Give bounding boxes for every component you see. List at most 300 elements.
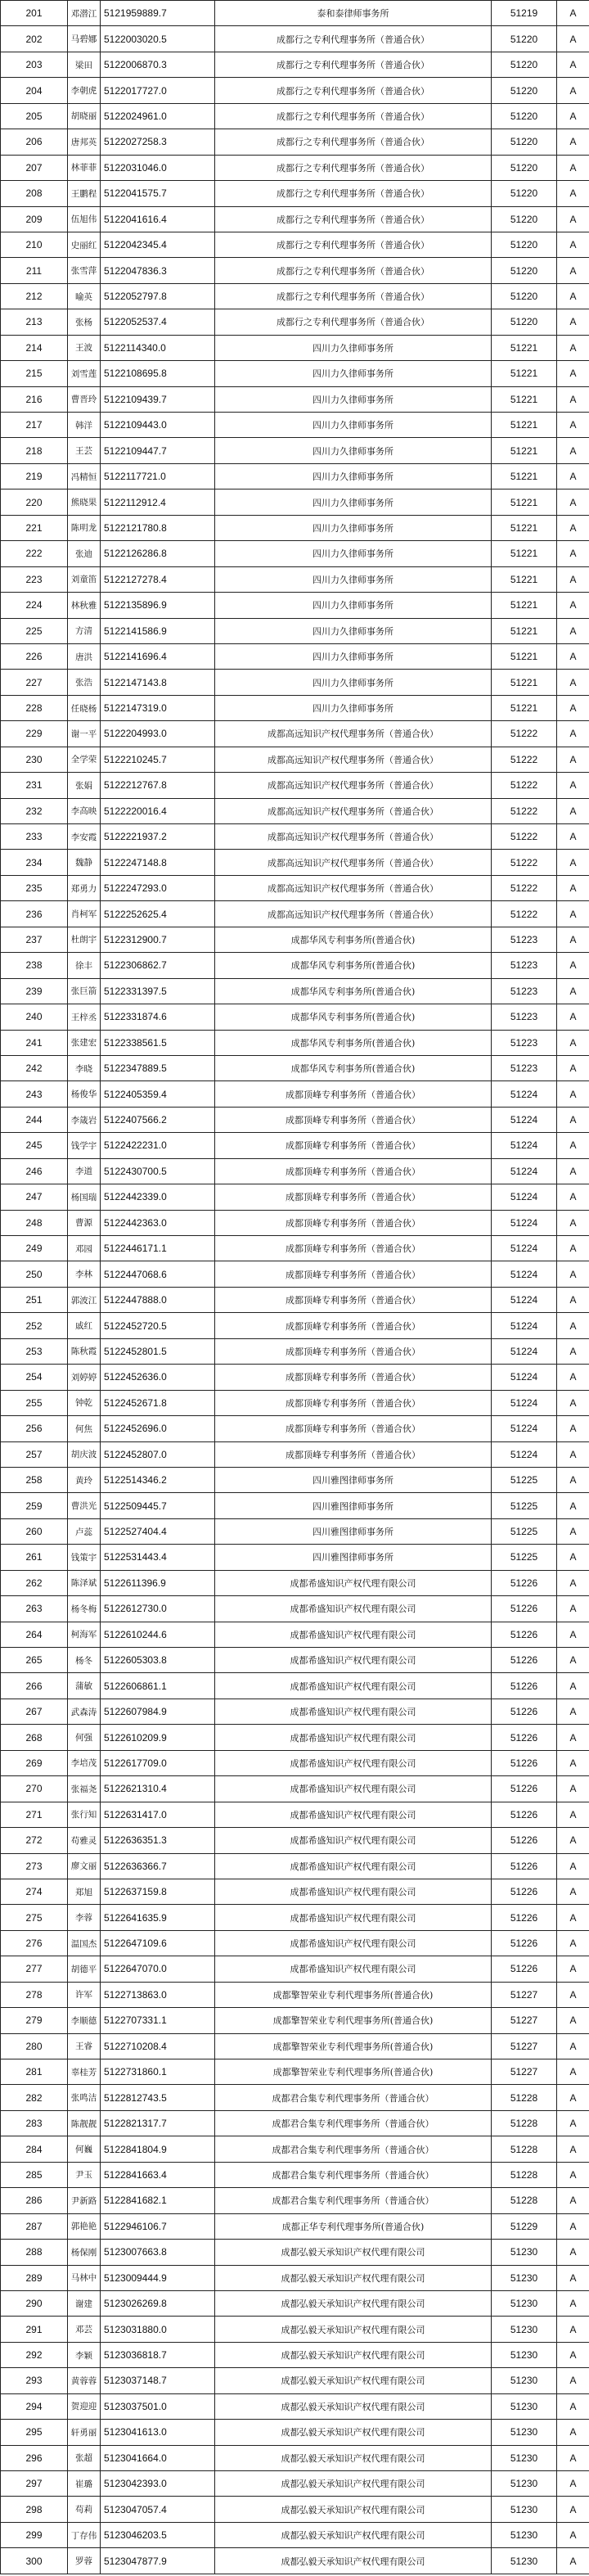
row-number: 244 bbox=[1, 1107, 68, 1132]
person-name: 喻英 bbox=[68, 283, 101, 309]
grade: A bbox=[557, 361, 589, 386]
firm-name: 成都弘毅天承知识产权代理有限公司 bbox=[215, 2240, 492, 2265]
person-name: 刘婷婷 bbox=[68, 1365, 101, 1390]
grade: A bbox=[557, 1493, 589, 1518]
row-number: 247 bbox=[1, 1184, 68, 1210]
person-name: 王睿 bbox=[68, 2033, 101, 2059]
person-name: 伍旭伟 bbox=[68, 206, 101, 232]
grade: A bbox=[557, 206, 589, 232]
person-name: 王波 bbox=[68, 335, 101, 360]
person-name: 李顺德 bbox=[68, 2008, 101, 2033]
row-number: 258 bbox=[1, 1467, 68, 1492]
cert-number: 5122331874.6 bbox=[101, 1004, 215, 1030]
grade: A bbox=[557, 1338, 589, 1364]
firm-name: 四川力久律师事务所 bbox=[215, 489, 492, 515]
cert-number: 5122531443.4 bbox=[101, 1545, 215, 1570]
firm-code: 51221 bbox=[492, 438, 557, 463]
cert-number: 5122347889.5 bbox=[101, 1055, 215, 1080]
cert-number: 5122052797.8 bbox=[101, 283, 215, 309]
firm-name: 成都行之专利代理事务所（普通合伙） bbox=[215, 283, 492, 309]
cert-number: 5122247148.8 bbox=[101, 850, 215, 875]
cert-number: 5122841804.9 bbox=[101, 2136, 215, 2162]
firm-name: 成都行之专利代理事务所（普通合伙） bbox=[215, 206, 492, 232]
firm-name: 成都行之专利代理事务所（普通合伙） bbox=[215, 26, 492, 52]
firm-name: 四川力久律师事务所 bbox=[215, 541, 492, 566]
row-number: 224 bbox=[1, 593, 68, 618]
firm-code: 51222 bbox=[492, 773, 557, 798]
firm-code: 51226 bbox=[492, 1596, 557, 1622]
person-name: 全学荣 bbox=[68, 747, 101, 772]
firm-name: 成都华风专利事务所(普通合伙) bbox=[215, 1030, 492, 1055]
cert-number: 5122841682.1 bbox=[101, 2188, 215, 2213]
person-name: 刘雪莲 bbox=[68, 361, 101, 386]
row-number: 234 bbox=[1, 850, 68, 875]
firm-name: 成都希盛知识产权代理有限公司 bbox=[215, 1725, 492, 1750]
table-row bbox=[1, 927, 589, 952]
table-row bbox=[1, 1982, 589, 2007]
person-name: 魏静 bbox=[68, 850, 101, 875]
person-name: 杨国瑞 bbox=[68, 1184, 101, 1210]
table-row bbox=[1, 670, 589, 695]
grade: A bbox=[557, 1750, 589, 1775]
firm-code: 51222 bbox=[492, 824, 557, 850]
table-row bbox=[1, 2548, 589, 2574]
cert-number: 5122126286.8 bbox=[101, 541, 215, 566]
row-number: 249 bbox=[1, 1236, 68, 1261]
table-row bbox=[1, 1930, 589, 1956]
row-number: 257 bbox=[1, 1441, 68, 1467]
grade: A bbox=[557, 1467, 589, 1492]
person-name: 曹源 bbox=[68, 1210, 101, 1235]
firm-name: 四川力久律师事务所 bbox=[215, 335, 492, 360]
cert-number: 5122612730.0 bbox=[101, 1596, 215, 1622]
cert-number: 5122713863.0 bbox=[101, 1982, 215, 2007]
cert-number: 5122041575.7 bbox=[101, 181, 215, 206]
row-number: 228 bbox=[1, 695, 68, 720]
firm-code: 51220 bbox=[492, 26, 557, 52]
table-row bbox=[1, 850, 589, 875]
table-row bbox=[1, 566, 589, 592]
row-number: 242 bbox=[1, 1055, 68, 1080]
table-row bbox=[1, 2136, 589, 2162]
table-row bbox=[1, 773, 589, 798]
row-number: 232 bbox=[1, 798, 68, 823]
cert-number: 5122112912.4 bbox=[101, 489, 215, 515]
firm-name: 成都顶峰专利事务所（普通合伙） bbox=[215, 1338, 492, 1364]
row-number: 205 bbox=[1, 103, 68, 129]
row-number: 262 bbox=[1, 1570, 68, 1595]
row-number: 237 bbox=[1, 927, 68, 952]
cert-number: 5122121780.8 bbox=[101, 515, 215, 540]
row-number: 275 bbox=[1, 1905, 68, 1930]
person-name: 罗蓉 bbox=[68, 2548, 101, 2574]
firm-name: 成都君合集专利代理事务所（普通合伙） bbox=[215, 2188, 492, 2213]
person-name: 唐邦英 bbox=[68, 129, 101, 155]
cert-number: 5123047057.4 bbox=[101, 2497, 215, 2522]
table-row bbox=[1, 1030, 589, 1055]
cert-number: 5122514346.2 bbox=[101, 1467, 215, 1492]
cert-number: 5122306862.7 bbox=[101, 953, 215, 978]
row-number: 206 bbox=[1, 129, 68, 155]
firm-code: 51221 bbox=[492, 566, 557, 592]
person-name: 张建宏 bbox=[68, 1030, 101, 1055]
person-name: 丁存伟 bbox=[68, 2522, 101, 2547]
grade: A bbox=[557, 2548, 589, 2574]
grade: A bbox=[557, 2342, 589, 2367]
firm-code: 51224 bbox=[492, 1107, 557, 1132]
row-number: 253 bbox=[1, 1338, 68, 1364]
firm-name: 成都行之专利代理事务所（普通合伙） bbox=[215, 258, 492, 283]
firm-name: 成都顶峰专利事务所（普通合伙） bbox=[215, 1210, 492, 1235]
grade: A bbox=[557, 2522, 589, 2547]
cert-number: 5122407566.2 bbox=[101, 1107, 215, 1132]
grade: A bbox=[557, 413, 589, 438]
table-row bbox=[1, 52, 589, 77]
cert-number: 5122710208.4 bbox=[101, 2033, 215, 2059]
row-number: 215 bbox=[1, 361, 68, 386]
row-number: 273 bbox=[1, 1853, 68, 1879]
person-name: 何巍 bbox=[68, 2136, 101, 2162]
firm-code: 51230 bbox=[492, 2342, 557, 2367]
grade: A bbox=[557, 618, 589, 643]
table-row bbox=[1, 1184, 589, 1210]
table-row bbox=[1, 1, 589, 26]
grade: A bbox=[557, 1853, 589, 1879]
table-row bbox=[1, 1441, 589, 1467]
cert-number: 5122003020.5 bbox=[101, 26, 215, 52]
table-row bbox=[1, 181, 589, 206]
firm-name: 成都行之专利代理事务所（普通合伙） bbox=[215, 232, 492, 257]
table-row bbox=[1, 1518, 589, 1544]
grade: A bbox=[557, 2265, 589, 2290]
firm-name: 成都弘毅天承知识产权代理有限公司 bbox=[215, 2522, 492, 2547]
table-row bbox=[1, 695, 589, 720]
person-name: 黄蓉蓉 bbox=[68, 2368, 101, 2393]
grade: A bbox=[557, 2008, 589, 2033]
cert-number: 5122527404.4 bbox=[101, 1518, 215, 1544]
grade: A bbox=[557, 1261, 589, 1287]
table-row bbox=[1, 2240, 589, 2265]
grade: A bbox=[557, 1596, 589, 1622]
table-row bbox=[1, 1133, 589, 1158]
grade: A bbox=[557, 978, 589, 1004]
firm-code: 51230 bbox=[492, 2445, 557, 2470]
cert-number: 5122637159.8 bbox=[101, 1879, 215, 1904]
row-number: 204 bbox=[1, 78, 68, 103]
firm-name: 四川雅图律师事务所 bbox=[215, 1467, 492, 1492]
table-row bbox=[1, 747, 589, 772]
grade: A bbox=[557, 1905, 589, 1930]
firm-code: 51230 bbox=[492, 2265, 557, 2290]
person-name: 轩勇丽 bbox=[68, 2420, 101, 2445]
cert-number: 5122027258.3 bbox=[101, 129, 215, 155]
grade: A bbox=[557, 438, 589, 463]
cert-number: 5122611396.9 bbox=[101, 1570, 215, 1595]
firm-code: 51221 bbox=[492, 593, 557, 618]
person-name: 李朝虎 bbox=[68, 78, 101, 103]
firm-name: 成都希盛知识产权代理有限公司 bbox=[215, 1750, 492, 1775]
table-row bbox=[1, 2342, 589, 2367]
firm-code: 51225 bbox=[492, 1518, 557, 1544]
row-number: 207 bbox=[1, 155, 68, 180]
cert-number: 5122252625.4 bbox=[101, 901, 215, 927]
firm-code: 51220 bbox=[492, 129, 557, 155]
firm-code: 51221 bbox=[492, 695, 557, 720]
cert-number: 5122631417.0 bbox=[101, 1802, 215, 1827]
grade: A bbox=[557, 695, 589, 720]
firm-code: 51226 bbox=[492, 1853, 557, 1879]
grade: A bbox=[557, 1287, 589, 1312]
firm-code: 51224 bbox=[492, 1261, 557, 1287]
grade: A bbox=[557, 1004, 589, 1030]
grade: A bbox=[557, 2033, 589, 2059]
table-row bbox=[1, 2497, 589, 2522]
grade: A bbox=[557, 1673, 589, 1699]
table-row bbox=[1, 1313, 589, 1338]
person-name: 张迪 bbox=[68, 541, 101, 566]
firm-name: 四川力久律师事务所 bbox=[215, 643, 492, 669]
table-row bbox=[1, 541, 589, 566]
table-row bbox=[1, 2393, 589, 2419]
firm-name: 成都擎智荣业专利代理事务所(普通合伙) bbox=[215, 2059, 492, 2085]
table-row bbox=[1, 26, 589, 52]
table-row bbox=[1, 2188, 589, 2213]
table-row bbox=[1, 2290, 589, 2316]
row-number: 263 bbox=[1, 1596, 68, 1622]
person-name: 唐洪 bbox=[68, 643, 101, 669]
firm-name: 成都顶峰专利事务所（普通合伙） bbox=[215, 1184, 492, 1210]
firm-code: 51222 bbox=[492, 901, 557, 927]
firm-code: 51226 bbox=[492, 1828, 557, 1853]
firm-name: 成都行之专利代理事务所（普通合伙） bbox=[215, 52, 492, 77]
table-row bbox=[1, 1699, 589, 1724]
grade: A bbox=[557, 2290, 589, 2316]
grade: A bbox=[557, 2471, 589, 2497]
person-name: 郭艳艳 bbox=[68, 2213, 101, 2239]
firm-code: 51222 bbox=[492, 747, 557, 772]
person-name: 钱策宇 bbox=[68, 1545, 101, 1570]
cert-number: 5122442363.0 bbox=[101, 1210, 215, 1235]
cert-number: 5122509445.7 bbox=[101, 1493, 215, 1518]
table-row bbox=[1, 643, 589, 669]
person-name: 李道 bbox=[68, 1158, 101, 1184]
firm-code: 51224 bbox=[492, 1441, 557, 1467]
firm-name: 成都顶峰专利事务所（普通合伙） bbox=[215, 1365, 492, 1390]
firm-name: 四川力久律师事务所 bbox=[215, 463, 492, 489]
grade: A bbox=[557, 2085, 589, 2110]
person-name: 谢建 bbox=[68, 2290, 101, 2316]
person-name: 苟莉 bbox=[68, 2497, 101, 2522]
firm-code: 51223 bbox=[492, 1004, 557, 1030]
table-row bbox=[1, 335, 589, 360]
firm-name: 成都希盛知识产权代理有限公司 bbox=[215, 1596, 492, 1622]
firm-code: 51221 bbox=[492, 670, 557, 695]
grade: A bbox=[557, 309, 589, 335]
table-row bbox=[1, 129, 589, 155]
grade: A bbox=[557, 2213, 589, 2239]
grade: A bbox=[557, 2445, 589, 2470]
table-row bbox=[1, 1622, 589, 1647]
grade: A bbox=[557, 1956, 589, 1982]
cert-number: 5123037501.0 bbox=[101, 2393, 215, 2419]
table-row bbox=[1, 155, 589, 180]
table-row bbox=[1, 361, 589, 386]
table-row bbox=[1, 1236, 589, 1261]
person-name: 张超 bbox=[68, 2445, 101, 2470]
grade: A bbox=[557, 670, 589, 695]
row-number: 279 bbox=[1, 2008, 68, 2033]
cert-number: 5122042345.4 bbox=[101, 232, 215, 257]
table-row bbox=[1, 1287, 589, 1312]
grade: A bbox=[557, 103, 589, 129]
cert-number: 5122109439.7 bbox=[101, 386, 215, 412]
person-name: 曹晋玲 bbox=[68, 386, 101, 412]
firm-code: 51226 bbox=[492, 1930, 557, 1956]
grade: A bbox=[557, 2162, 589, 2187]
firm-code: 51226 bbox=[492, 1879, 557, 1904]
firm-name: 成都高远知识产权代理事务所（普通合伙） bbox=[215, 901, 492, 927]
person-name: 温国杰 bbox=[68, 1930, 101, 1956]
person-name: 许军 bbox=[68, 1982, 101, 2007]
table-row bbox=[1, 2085, 589, 2110]
table-row bbox=[1, 1261, 589, 1287]
person-name: 尹新路 bbox=[68, 2188, 101, 2213]
person-name: 张福尧 bbox=[68, 1776, 101, 1802]
firm-name: 成都希盛知识产权代理有限公司 bbox=[215, 1699, 492, 1724]
firm-name: 成都君合集专利代理事务所（普通合伙） bbox=[215, 2110, 492, 2136]
row-number: 212 bbox=[1, 283, 68, 309]
grade: A bbox=[557, 593, 589, 618]
firm-name: 成都君合集专利代理事务所（普通合伙） bbox=[215, 2136, 492, 2162]
row-number: 277 bbox=[1, 1956, 68, 1982]
firm-name: 成都顶峰专利事务所（普通合伙） bbox=[215, 1158, 492, 1184]
row-number: 266 bbox=[1, 1673, 68, 1699]
firm-name: 四川力久律师事务所 bbox=[215, 438, 492, 463]
firm-code: 51224 bbox=[492, 1184, 557, 1210]
cert-number: 5122221937.2 bbox=[101, 824, 215, 850]
firm-code: 51224 bbox=[492, 1365, 557, 1390]
person-name: 辜桂芳 bbox=[68, 2059, 101, 2085]
row-number: 221 bbox=[1, 515, 68, 540]
firm-code: 51221 bbox=[492, 386, 557, 412]
table-row bbox=[1, 875, 589, 900]
firm-name: 成都高远知识产权代理事务所（普通合伙） bbox=[215, 875, 492, 900]
table-row bbox=[1, 1493, 589, 1518]
grade: A bbox=[557, 52, 589, 77]
person-name: 李颖 bbox=[68, 2342, 101, 2367]
person-name: 贺迎迎 bbox=[68, 2393, 101, 2419]
grade: A bbox=[557, 1879, 589, 1904]
firm-name: 成都高远知识产权代理事务所（普通合伙） bbox=[215, 798, 492, 823]
firm-name: 成都弘毅天承知识产权代理有限公司 bbox=[215, 2471, 492, 2497]
firm-name: 四川力久律师事务所 bbox=[215, 670, 492, 695]
grade: A bbox=[557, 1, 589, 26]
cert-number: 5122212767.8 bbox=[101, 773, 215, 798]
cert-number: 5122031046.0 bbox=[101, 155, 215, 180]
firm-code: 51223 bbox=[492, 953, 557, 978]
table-row bbox=[1, 1570, 589, 1595]
grade: A bbox=[557, 1725, 589, 1750]
firm-name: 成都希盛知识产权代理有限公司 bbox=[215, 1802, 492, 1827]
table-row bbox=[1, 1648, 589, 1673]
firm-name: 四川力久律师事务所 bbox=[215, 566, 492, 592]
firm-code: 51220 bbox=[492, 258, 557, 283]
cert-number: 5122621310.4 bbox=[101, 1776, 215, 1802]
table-row bbox=[1, 1055, 589, 1080]
firm-code: 51224 bbox=[492, 1416, 557, 1441]
grade: A bbox=[557, 1030, 589, 1055]
row-number: 272 bbox=[1, 1828, 68, 1853]
grade: A bbox=[557, 875, 589, 900]
row-number: 236 bbox=[1, 901, 68, 927]
grade: A bbox=[557, 1545, 589, 1570]
firm-code: 51224 bbox=[492, 1236, 557, 1261]
firm-name: 成都顶峰专利事务所（普通合伙） bbox=[215, 1081, 492, 1107]
table-row bbox=[1, 1416, 589, 1441]
grade: A bbox=[557, 566, 589, 592]
row-number: 245 bbox=[1, 1133, 68, 1158]
firm-name: 四川力久律师事务所 bbox=[215, 618, 492, 643]
table-row bbox=[1, 283, 589, 309]
cert-number: 5122204993.0 bbox=[101, 721, 215, 747]
firm-name: 成都希盛知识产权代理有限公司 bbox=[215, 1570, 492, 1595]
grade: A bbox=[557, 1648, 589, 1673]
firm-name: 成都希盛知识产权代理有限公司 bbox=[215, 1853, 492, 1879]
row-number: 256 bbox=[1, 1416, 68, 1441]
person-name: 陈明龙 bbox=[68, 515, 101, 540]
row-number: 210 bbox=[1, 232, 68, 257]
firm-code: 51224 bbox=[492, 1081, 557, 1107]
table-row bbox=[1, 232, 589, 257]
person-name: 郭波江 bbox=[68, 1287, 101, 1312]
firm-name: 四川力久律师事务所 bbox=[215, 413, 492, 438]
firm-code: 51224 bbox=[492, 1210, 557, 1235]
grade: A bbox=[557, 1365, 589, 1390]
grade: A bbox=[557, 850, 589, 875]
cert-number: 5123036818.7 bbox=[101, 2342, 215, 2367]
firm-code: 51222 bbox=[492, 850, 557, 875]
person-name: 邓芸 bbox=[68, 2317, 101, 2342]
cert-number: 5122841663.4 bbox=[101, 2162, 215, 2187]
cert-number: 5122607984.9 bbox=[101, 1699, 215, 1724]
grade: A bbox=[557, 1313, 589, 1338]
person-name: 廖文丽 bbox=[68, 1853, 101, 1879]
cert-number: 5122430700.5 bbox=[101, 1158, 215, 1184]
grade: A bbox=[557, 2240, 589, 2265]
cert-number: 5122452696.0 bbox=[101, 1416, 215, 1441]
person-name: 马林中 bbox=[68, 2265, 101, 2290]
cert-number: 5122141586.9 bbox=[101, 618, 215, 643]
cert-number: 5122946106.7 bbox=[101, 2213, 215, 2239]
row-number: 278 bbox=[1, 1982, 68, 2007]
row-number: 271 bbox=[1, 1802, 68, 1827]
row-number: 201 bbox=[1, 1, 68, 26]
person-name: 林菲菲 bbox=[68, 155, 101, 180]
cert-number: 5122617709.0 bbox=[101, 1750, 215, 1775]
person-name: 韩洋 bbox=[68, 413, 101, 438]
grade: A bbox=[557, 26, 589, 52]
cert-number: 5122610209.9 bbox=[101, 1725, 215, 1750]
firm-name: 成都弘毅天承知识产权代理有限公司 bbox=[215, 2420, 492, 2445]
row-number: 294 bbox=[1, 2393, 68, 2419]
grade: A bbox=[557, 824, 589, 850]
cert-number: 5122006870.3 bbox=[101, 52, 215, 77]
grade: A bbox=[557, 515, 589, 540]
firm-code: 51227 bbox=[492, 2008, 557, 2033]
person-name: 李箴岩 bbox=[68, 1107, 101, 1132]
firm-name: 成都高远知识产权代理事务所（普通合伙） bbox=[215, 721, 492, 747]
firm-name: 成都弘毅天承知识产权代理有限公司 bbox=[215, 2445, 492, 2470]
